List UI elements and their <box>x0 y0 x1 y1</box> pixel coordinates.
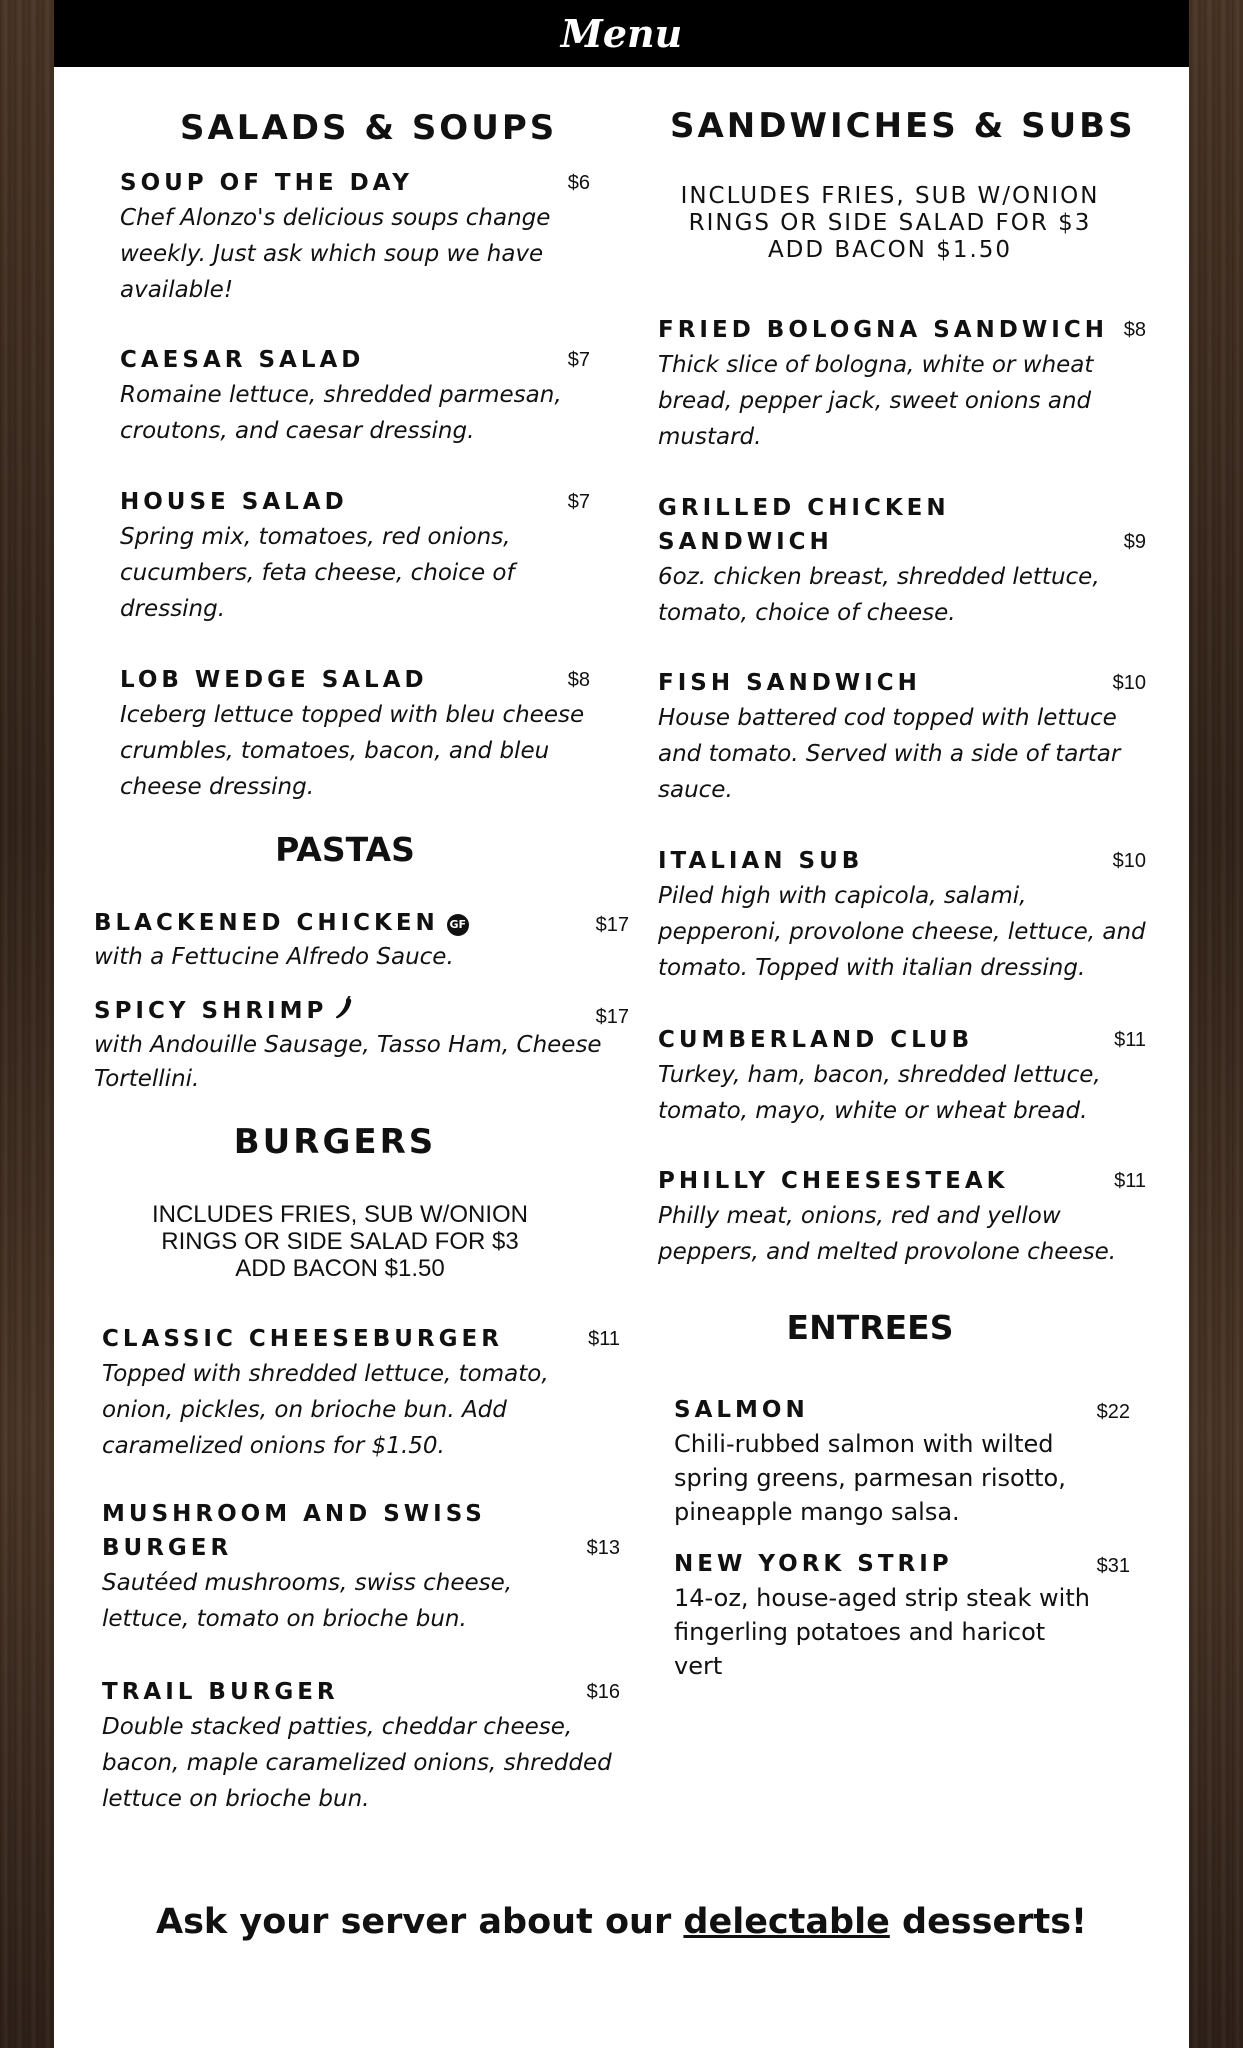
item-description: Turkey, ham, bacon, shredded lettuce, tomato, mayo, white or wheat bread. <box>658 1062 1101 1124</box>
item-price: $31 <box>1096 1555 1130 1577</box>
item-description: Chili-rubbed salmon with wilted spring greens, parmesan risotto, pineapple mango salsa. <box>674 1430 1066 1526</box>
item-price: $17 <box>595 914 629 936</box>
item-description: Spring mix, tomatoes, red onions, cucumbers, feta cheese, choice of dressing. <box>120 524 515 622</box>
item-price: $16 <box>586 1681 620 1703</box>
item-price: $6 <box>567 172 590 194</box>
item-name: PHILLY CHEESESTEAK <box>658 1168 1009 1194</box>
item-name: TRAIL BURGER <box>102 1679 339 1705</box>
item-price: $7 <box>567 349 590 371</box>
dessert-message-emphasis: delectable <box>683 1902 890 1942</box>
item-description: Double stacked patties, cheddar cheese, bacon, maple caramelized onions, shredded lettuce on brioche bun. <box>102 1714 612 1812</box>
gluten-free-icon: GF <box>447 914 469 936</box>
item-description: with a Fettucine Alfredo Sauce. <box>94 944 454 970</box>
item-price: $11 <box>588 1328 620 1350</box>
item-name: LOB WEDGE SALAD <box>120 667 428 693</box>
item-description: Philly meat, onions, red and yellow peppers, and melted provolone cheese. <box>658 1203 1117 1265</box>
menu-item <box>102 1497 620 1637</box>
item-name: NEW YORK STRIP <box>674 1551 953 1577</box>
item-price: $13 <box>586 1537 620 1559</box>
menu-item <box>120 166 590 308</box>
item-price: $17 <box>595 1006 629 1028</box>
menu-item <box>674 1393 1130 1529</box>
item-description: Thick slice of bologna, white or wheat bread, pepper jack, sweet onions and mustard. <box>658 352 1094 450</box>
item-description: Iceberg lettuce topped with bleu cheese crumbles, tomatoes, bacon, and bleu cheese dressing. <box>120 702 585 800</box>
item-name: ITALIAN SUB <box>658 848 864 874</box>
menu-item <box>120 485 590 627</box>
item-name: CAESAR SALAD <box>120 347 365 373</box>
burgers-note: INCLUDES FRIES, SUB W/ONION RINGS OR SIDE SALAD FOR $3 ADD BACON $1.50 <box>151 1201 529 1282</box>
item-price: $9 <box>1123 531 1146 553</box>
menu-item <box>658 666 1146 808</box>
dessert-message-start: Ask your server about our <box>156 1902 684 1942</box>
menu-item <box>94 994 629 1096</box>
item-description: 14-oz, house-aged strip steak with fingerling potatoes and haricot vert <box>674 1584 1090 1680</box>
item-name: SPICY SHRIMP <box>94 998 328 1024</box>
menu-item <box>120 343 590 449</box>
item-name: HOUSE SALAD <box>120 489 348 515</box>
item-name: SALMON <box>674 1397 809 1423</box>
item-price: $10 <box>1112 850 1146 872</box>
menu-item <box>94 906 629 974</box>
item-description: Topped with shredded lettuce, tomato, onion, pickles, on brioche bun. Add caramelized onions for $1.50. <box>102 1361 549 1459</box>
item-price: $10 <box>1112 672 1146 694</box>
item-description: House battered cod topped with lettuce and tomato. Served with a side of tartar sauce. <box>658 705 1121 803</box>
menu-item <box>674 1547 1130 1683</box>
item-description: with Andouille Sausage, Tasso Ham, Cheese Tortellini. <box>94 1032 602 1092</box>
item-description: Chef Alonzo's delicious soups change weekly. Just ask which soup we have available! <box>120 205 551 303</box>
item-description: Sautéed mushrooms, swiss cheese, lettuce, tomato on brioche bun. <box>102 1570 513 1632</box>
item-description: 6oz. chicken breast, shredded lettuce, tomato, choice of cheese. <box>658 564 1100 626</box>
menu-header <box>54 0 1189 67</box>
item-name: CLASSIC CHEESEBURGER <box>102 1326 503 1352</box>
section-title-entrees: ENTREES <box>786 1308 954 1347</box>
section-title-sandwiches: SANDWICHES & SUBS <box>670 106 1136 146</box>
chili-pepper-icon <box>333 996 355 1020</box>
menu-item <box>658 1023 1146 1129</box>
dessert-message <box>54 1902 1189 1942</box>
item-price: $8 <box>567 669 590 691</box>
item-name: FRIED BOLOGNA SANDWICH <box>658 317 1108 343</box>
item-name: CUMBERLAND CLUB <box>658 1027 974 1053</box>
menu-title: Menu <box>560 11 683 56</box>
item-price: $22 <box>1096 1401 1130 1423</box>
section-title-salads: SALADS & SOUPS <box>180 108 558 148</box>
item-name: MUSHROOM AND SWISS BURGER <box>102 1501 486 1561</box>
menu-item <box>658 1164 1146 1270</box>
section-title-burgers: BURGERS <box>233 1122 437 1162</box>
menu-item <box>102 1322 620 1464</box>
item-description: Piled high with capicola, salami, pepperoni, provolone cheese, lettuce, and tomato. Topped with italian dressing. <box>658 883 1146 981</box>
menu-item <box>658 844 1146 986</box>
menu-item <box>658 313 1146 455</box>
item-price: $8 <box>1123 319 1146 341</box>
item-description: Romaine lettuce, shredded parmesan, croutons, and caesar dressing. <box>120 382 562 444</box>
menu-item <box>102 1675 620 1817</box>
item-name: GRILLED CHICKEN SANDWICH <box>658 495 950 555</box>
item-price: $11 <box>1114 1170 1146 1192</box>
item-price: $7 <box>567 491 590 513</box>
item-name: SOUP OF THE DAY <box>120 170 413 196</box>
menu-item <box>120 663 590 805</box>
sandwiches-note: INCLUDES FRIES, SUB W/ONION RINGS OR SIDE SALAD FOR $3 ADD BACON $1.50 <box>680 183 1100 263</box>
dessert-message-end: desserts! <box>889 1902 1087 1942</box>
section-title-pastas: PASTAS <box>275 830 415 869</box>
item-price: $11 <box>1114 1029 1146 1051</box>
menu-item <box>658 491 1146 631</box>
item-name: BLACKENED CHICKEN <box>94 910 439 936</box>
item-name: FISH SANDWICH <box>658 670 921 696</box>
